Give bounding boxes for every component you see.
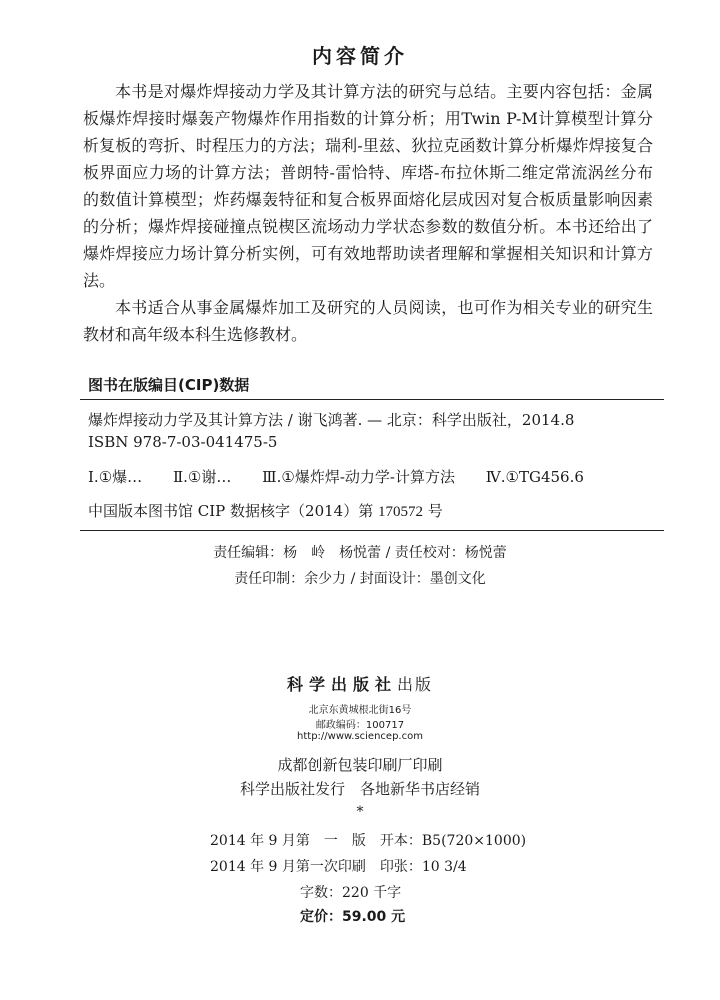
printer-line: 成都创新包装印刷厂印刷: [277, 756, 443, 774]
separator-asterisk: *: [356, 804, 364, 820]
publisher-address: 北京东黄城根北街16号: [308, 705, 412, 716]
production-credits: 责任印制：余少力 / 封面设计：墨创文化: [234, 571, 486, 587]
printing-date: 2014 年 9 月第一次印刷: [210, 859, 366, 875]
publisher-suffix: 出版: [397, 675, 434, 694]
classification-item: Ⅳ.①TG456.6: [485, 468, 584, 486]
cip-record-prefix: 中国版本图书馆 CIP 数据核字（2014）第: [88, 502, 374, 520]
summary-paragraph-2: 本书适合从事金属爆炸加工及研究的人员阅读，也可作为相关专业的研究生教材和高年级本科生选修教材。: [83, 298, 653, 344]
cip-record-value: 170572: [378, 504, 423, 520]
word-count: 字数：220 千字: [300, 885, 402, 901]
publisher-postcode: 邮政编码：100717: [315, 720, 405, 731]
page-title: 内容简介: [312, 44, 408, 68]
price: 定价：59.00 元: [300, 909, 406, 925]
edition-line: [210, 830, 526, 850]
summary-text: [83, 78, 653, 348]
cip-record-number: [88, 500, 658, 521]
editor-credits: 责任编辑：杨 岭 杨悦蕾 / 责任校对：杨悦蕾: [213, 545, 507, 561]
publisher-website: http://www.sciencep.com: [297, 731, 423, 742]
cip-record-suffix: 号: [427, 502, 443, 520]
summary-paragraph-1: 本书是对爆炸焊接动力学及其计算方法的研究与总结。主要内容包括：金属板爆炸焊接时爆轰产物爆炸作用指数的计算分析；用Twin P-M计算模型计算分析复板的弯折、时程压力的方法；瑞利-里兹、狄拉克函数计算分析爆炸焊接复合板界面应力场的计算方法；普朗特-雷恰特、库塔-布拉休斯二维定常流涡丝分布的数值计算模型；炸药爆轰特征和复合板界面熔化层成因对复合板质量影响因素的分析；爆炸焊接碰撞点锐楔区流场动力学状态参数的数值分析。本书还给出了爆炸焊接应力场计算分析实例，可有效地帮助读者理解和掌握相关知识和计算方法。: [83, 82, 653, 290]
classification-item: Ⅱ.①谢…: [172, 468, 232, 486]
publisher-name: 科学出版社: [286, 675, 397, 694]
cip-top-rule: [80, 399, 664, 400]
classification-item: Ⅲ.①爆炸焊-动力学-计算方法: [262, 468, 455, 486]
distribution-line: 科学出版社发行 各地新华书店经销: [239, 780, 480, 798]
printed-sheets: 印张：10 3/4: [379, 859, 467, 875]
cip-heading: 图书在版编目(CIP)数据: [88, 376, 250, 394]
cip-bottom-rule: [80, 530, 664, 531]
cip-isbn: ISBN 978-7-03-041475-5: [88, 433, 278, 451]
classification-item: Ⅰ.①爆…: [88, 468, 143, 486]
book-format: 开本：B5(720×1000): [379, 833, 527, 849]
publisher-imprint: [0, 672, 720, 695]
cip-classification: [88, 466, 658, 487]
cip-title-line: 爆炸焊接动力学及其计算方法 / 谢飞鸿著. — 北京：科学出版社，2014.8: [88, 411, 575, 429]
edition-date: 2014 年 9 月第 一 版: [210, 833, 366, 849]
printing-line: [210, 856, 467, 876]
